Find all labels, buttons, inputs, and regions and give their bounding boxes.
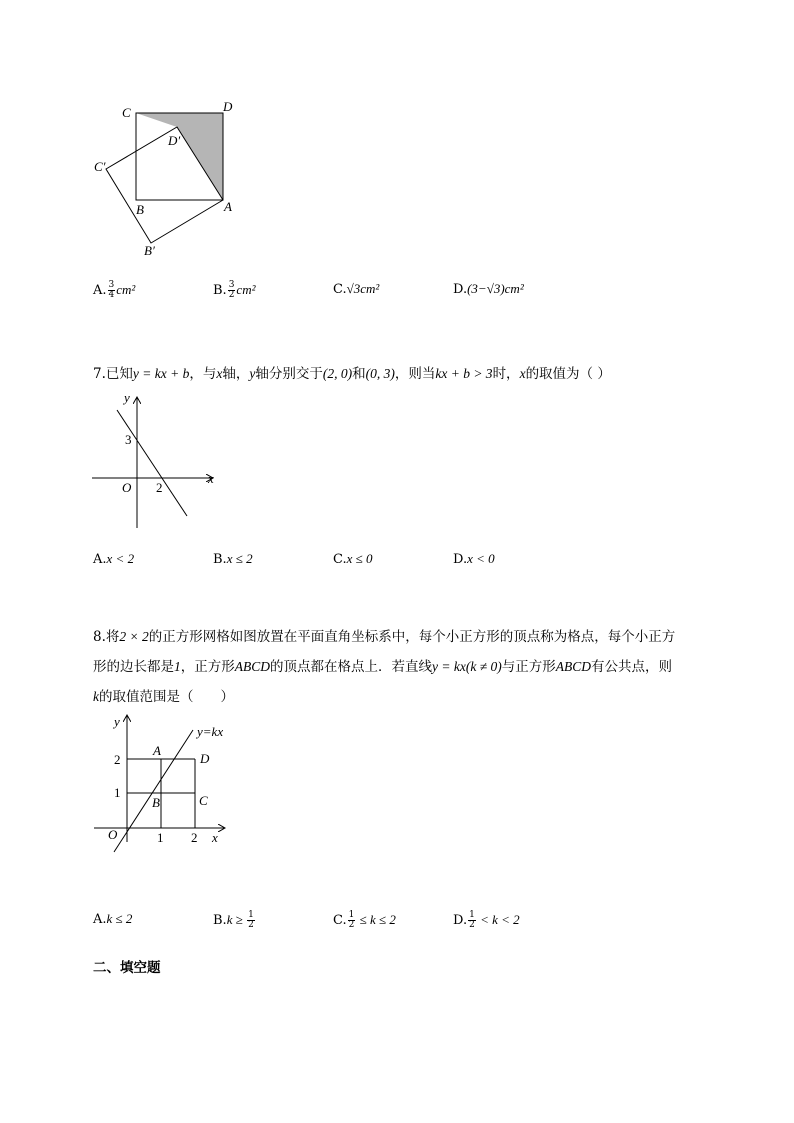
q6-label-C: C [122,105,131,120]
q6-square-rotation-figure [88,95,248,260]
q6-label-D: D [223,99,233,114]
q8-option-a[interactable]: A.k ≤ 2 [93,911,133,927]
q6-options [93,281,693,303]
q8-option-d[interactable]: D. $\frac{1}{2}$ < k < 2 [453,910,520,930]
q7-option-c[interactable]: C.x ≤ 0 [333,551,373,567]
q8-grid-figure [90,712,240,857]
q8-label-2-x: 2 [191,830,198,845]
q6-label-Bp: B′ [144,243,155,258]
q7-option-b[interactable]: B.x ≤ 2 [213,551,253,567]
q6-option-a[interactable]: A. $\frac{3}{4}$ cm² [93,280,136,300]
q8-label-y: y [114,714,120,729]
q8-label-B: B [152,795,160,810]
q7-label-2: 2 [156,480,163,495]
q8-label-D: D [200,751,210,766]
q7-line-graph [88,388,228,533]
q8-option-b[interactable]: B.k ≥ $\frac{1}{2}$ [213,910,254,930]
q7-line [117,410,187,516]
q6-option-b[interactable]: B. $\frac{3}{2}$ cm² [213,280,256,300]
q8-label-2-y: 2 [114,752,121,767]
q7-label-O: O [122,480,132,495]
q8-options [93,911,693,933]
q8-stem: 8.将2 × 2的正方形网格如图放置在平面直角坐标系中，每个小正方形的顶点称为格点，每个小正方 形的边长都是1，正方形ABCD的顶点都在格点上．若直线y = kx(k ≠ 0)与正方形ABCD有公共点，则 k的取值范围是（ ） [93,629,676,705]
q8-label-1-x: 1 [157,830,164,845]
q7-option-a[interactable]: A.x < 2 [93,551,135,567]
q6-label-Dp: D′ [168,133,181,148]
q6-label-A: A [224,199,232,214]
q8-label-x: x [212,830,218,845]
q7-options [93,551,693,573]
q8-label-line: y=kx [197,724,224,739]
q7-label-x: x [208,471,214,486]
q8-label-C: C [199,793,208,808]
q8-label-O: O [108,827,118,842]
q7-option-d[interactable]: D.x < 0 [453,551,495,567]
q6-option-d[interactable]: D.(3−√3)cm² [453,281,524,297]
q6-label-Cp: C′ [94,159,106,174]
q6-shaded-region [136,113,223,200]
q6-option-c[interactable]: C.√3cm² [333,281,380,297]
q7-stem: 7.已知y = kx + b，与x轴，y轴分别交于(2, 0)和(0, 3)，则当kx + b > 3时，x的取值为（ ） [93,366,611,382]
q7-label-3: 3 [125,432,132,447]
section-heading-fill-in: 二、填空题 [93,960,161,976]
q8-label-1-y: 1 [114,785,121,800]
q6-label-B: B [136,202,144,217]
q8-label-A: A [153,743,161,758]
q7-label-y: y [124,390,130,405]
q8-option-c[interactable]: C. $\frac{1}{2}$ ≤ k ≤ 2 [333,910,396,930]
